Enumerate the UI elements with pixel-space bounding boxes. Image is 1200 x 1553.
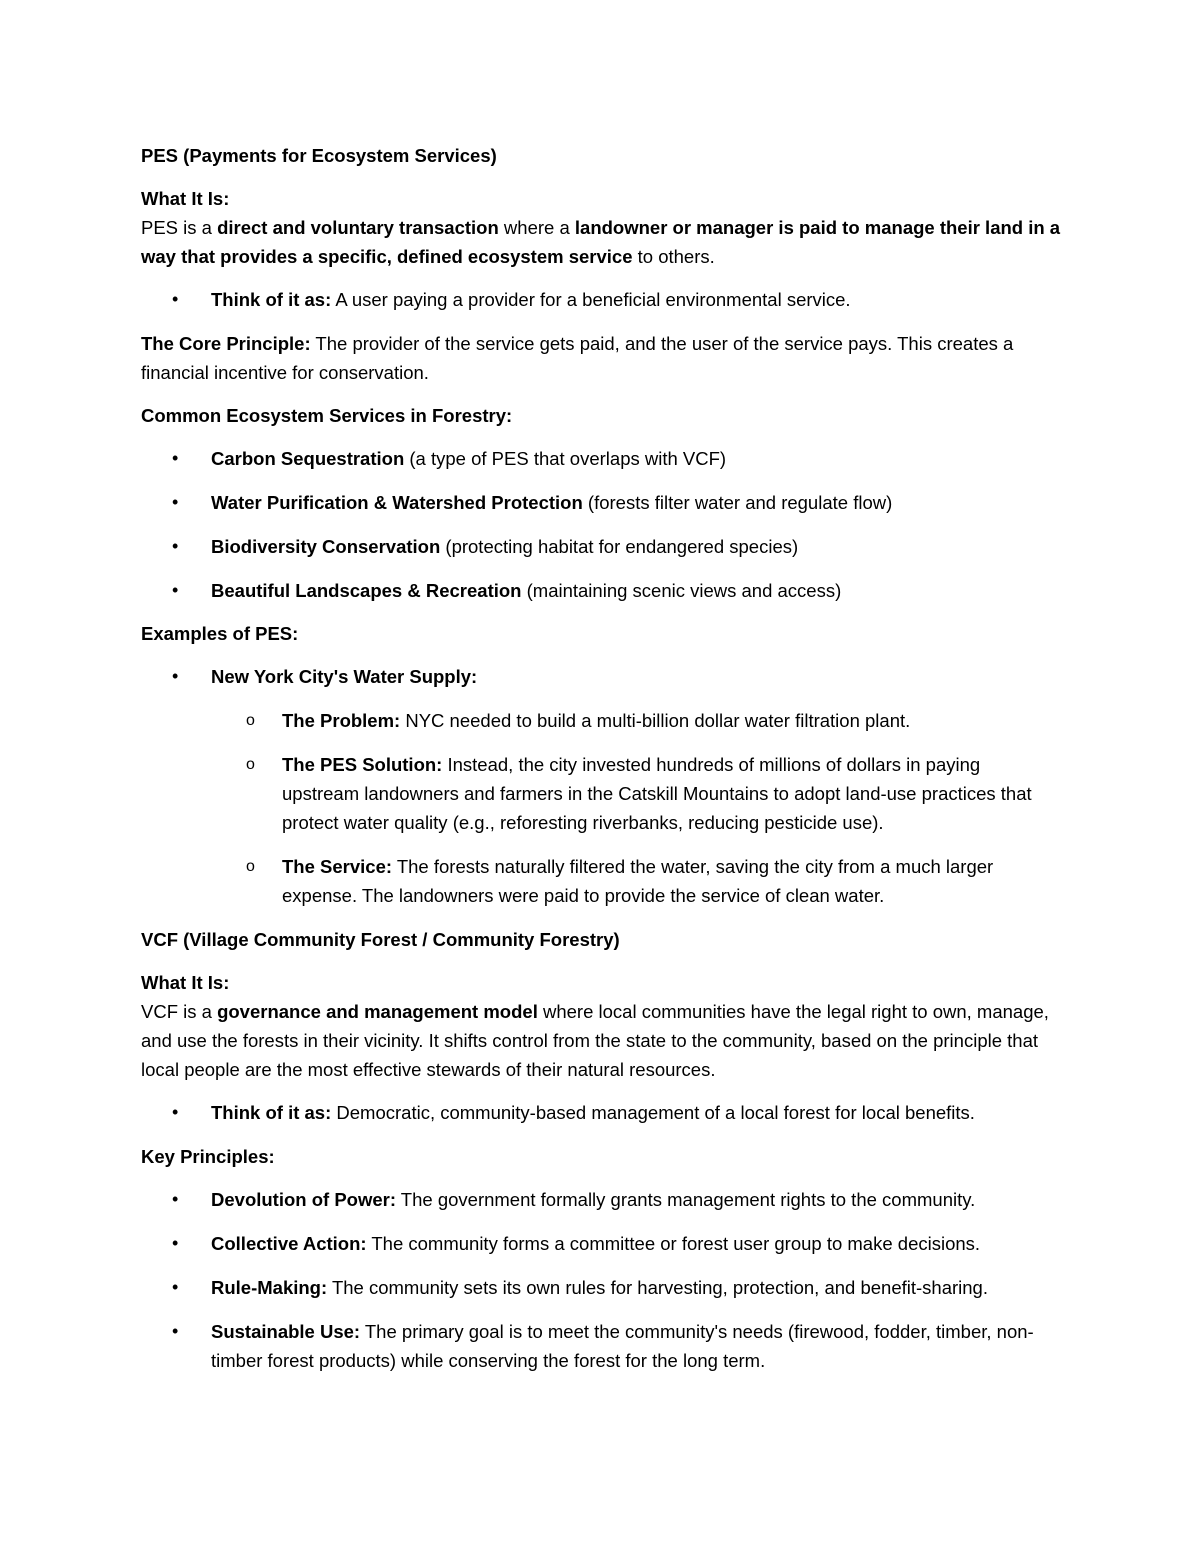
pes-what-label: What It Is: <box>141 188 230 209</box>
bullet-icon: • <box>172 1277 179 1297</box>
vcf-think-list <box>141 1098 1061 1127</box>
principle-label: Devolution of Power: <box>211 1189 396 1210</box>
list-item <box>141 1273 1061 1302</box>
service-label: Carbon Sequestration <box>211 448 405 469</box>
vcf-def-text-1: VCF is a <box>141 1001 218 1022</box>
pes-examples-heading: Examples of PES: <box>141 623 299 644</box>
sub-bullet-icon: o <box>246 756 255 773</box>
principle-text: The government formally grants management rights to the community. <box>396 1189 976 1210</box>
list-item <box>141 1098 1061 1127</box>
bullet-icon: • <box>172 1233 179 1253</box>
example-item-label: The Service: <box>282 856 393 877</box>
pes-definition <box>141 184 1061 271</box>
pes-core-label: The Core Principle: <box>141 333 311 354</box>
list-item <box>141 576 1061 605</box>
vcf-def-bold-1: governance and management model <box>217 1001 538 1022</box>
document-body <box>141 141 1061 1390</box>
bullet-icon: • <box>172 289 179 309</box>
service-text: (maintaining scenic views and access) <box>521 580 842 601</box>
bullet-icon: • <box>172 1321 179 1341</box>
pes-think-label: Think of it as: <box>211 289 332 310</box>
sub-bullet-icon: o <box>246 712 255 729</box>
sub-list-item <box>141 706 1061 735</box>
pes-def-text-1: PES is a <box>141 217 218 238</box>
list-item <box>141 1185 1061 1214</box>
pes-def-text-2: where a <box>498 217 575 238</box>
pes-title: PES (Payments for Ecosystem Services) <box>141 145 497 166</box>
list-item <box>141 532 1061 561</box>
list-item <box>141 1317 1061 1375</box>
pes-think-list <box>141 285 1061 314</box>
sub-bullet-icon: o <box>246 858 255 875</box>
sub-list-item <box>141 852 1061 910</box>
service-label: Beautiful Landscapes & Recreation <box>211 580 522 601</box>
service-text: (a type of PES that overlaps with VCF) <box>404 448 727 469</box>
vcf-definition <box>141 968 1061 1084</box>
example-item-text: The forests naturally filtered the water, saving the city from a much larger expense. The landowners were paid to provide the service of clean water. <box>282 856 994 906</box>
example-item-label: The Problem: <box>282 710 401 731</box>
pes-core-principle <box>141 329 1061 387</box>
example-item-label: The PES Solution: <box>282 754 443 775</box>
bullet-icon: • <box>172 1102 179 1122</box>
pes-def-text-3: to others. <box>632 246 715 267</box>
principle-text: The community sets its own rules for harvesting, protection, and benefit-sharing. <box>327 1277 988 1298</box>
bullet-icon: • <box>172 448 179 468</box>
list-item <box>141 1229 1061 1258</box>
list-item <box>141 662 1061 691</box>
service-text: (forests filter water and regulate flow) <box>582 492 893 513</box>
pes-services-list <box>141 444 1061 605</box>
example-item-text: Instead, the city invested hundreds of millions of dollars in paying upstream landowners and farmers in the Catskill Mountains to adopt land-use practices that protect water quality (e.g., reforesting riverbanks, reducing pesticide use). <box>282 754 1032 833</box>
pes-core-text: The provider of the service gets paid, and the user of the service pays. This creates a financial incentive for conservation. <box>141 333 1014 383</box>
pes-examples-list <box>141 662 1061 691</box>
principle-label: Collective Action: <box>211 1233 367 1254</box>
sub-list-item <box>141 750 1061 837</box>
pes-services-heading: Common Ecosystem Services in Forestry: <box>141 405 513 426</box>
bullet-icon: • <box>172 536 179 556</box>
principle-label: Sustainable Use: <box>211 1321 361 1342</box>
principle-text: The community forms a committee or forest user group to make decisions. <box>366 1233 981 1254</box>
bullet-icon: • <box>172 666 179 686</box>
vcf-title: VCF (Village Community Forest / Community Forestry) <box>141 929 620 950</box>
vcf-think-text: Democratic, community-based management of a local forest for local benefits. <box>331 1102 975 1123</box>
vcf-think-label: Think of it as: <box>211 1102 332 1123</box>
vcf-what-label: What It Is: <box>141 972 230 993</box>
service-label: Biodiversity Conservation <box>211 536 441 557</box>
list-item <box>141 444 1061 473</box>
principle-label: Rule-Making: <box>211 1277 328 1298</box>
pes-think-text: A user paying a provider for a beneficial environmental service. <box>331 289 851 310</box>
list-item <box>141 285 1061 314</box>
example-label: New York City's Water Supply: <box>211 666 478 687</box>
bullet-icon: • <box>172 580 179 600</box>
service-label: Water Purification & Watershed Protection <box>211 492 583 513</box>
pes-example-sublist <box>141 706 1061 910</box>
example-item-text: NYC needed to build a multi-billion dollar water filtration plant. <box>400 710 911 731</box>
vcf-principles-heading: Key Principles: <box>141 1146 275 1167</box>
bullet-icon: • <box>172 492 179 512</box>
pes-def-bold-1: direct and voluntary transaction <box>217 217 499 238</box>
principle-text: The primary goal is to meet the community's needs (firewood, fodder, timber, non-timber forest products) while conserving the forest for the long term. <box>211 1321 1034 1371</box>
bullet-icon: • <box>172 1189 179 1209</box>
vcf-def-text-2: where local communities have the legal right to own, manage, and use the forests in their vicinity. It shifts control from the state to the community, based on the principle that local people are the most effective stewards of their natural resources. <box>141 1001 1049 1080</box>
service-text: (protecting habitat for endangered species) <box>440 536 799 557</box>
vcf-principles-list <box>141 1185 1061 1375</box>
pes-def-bold-2: landowner or manager is paid to manage their land in a way that provides a specific, defined ecosystem service <box>141 217 1061 267</box>
list-item <box>141 488 1061 517</box>
